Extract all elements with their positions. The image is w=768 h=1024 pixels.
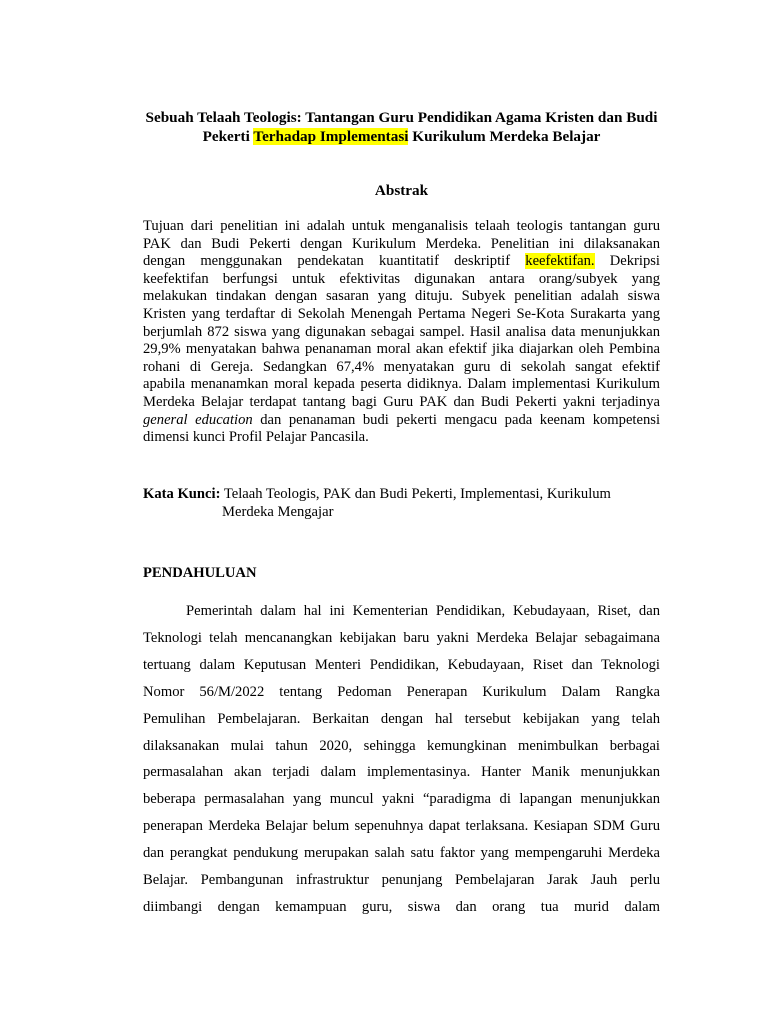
abstract-line: rohani di Gereja. Sedangkan 67,4% menyatakan guru di sekolah sangat efektif [143, 358, 660, 375]
keywords-text: Telaah Teologis, PAK dan Budi Pekerti, Implementasi, Kurikulum [220, 486, 611, 502]
intro-line: beberapa permasalahan yang muncul yakni “paradigma di lapangan menunjukkan [143, 791, 660, 808]
abstract-line: 29,9% menyatakan bahwa penanaman moral akan efektif jika diajarkan oleh Pembina [143, 341, 660, 358]
keywords-continuation: Merdeka Mengajar [222, 504, 334, 520]
title-highlight: Terhadap Implementasi [253, 128, 409, 145]
abstract-line: keefektifan berfungsi untuk efektivitas digunakan antara orang/subyek yang [143, 270, 660, 287]
abstract-line-text: dengan menggunakan pendekatan kuantitatif deskriptif [143, 253, 511, 270]
paper-title [143, 108, 660, 146]
abstract-line: Kristen yang terdaftar di Sekolah Menengah Pertama Negeri Se-Kota Surakarta yang [143, 305, 660, 322]
abstract-line: PAK dan Budi Pekerti dengan Kurikulum Merdeka. Penelitian ini dilaksanakan [143, 235, 660, 252]
section-heading: PENDAHULUAN [143, 565, 257, 581]
intro-line: Nomor 56/M/2022 tentang Pedoman Penerapan Kurikulum Dalam Rangka [143, 683, 660, 700]
abstract-line-tail: Dekripsi [594, 253, 660, 270]
intro-line: penerapan Merdeka Belajar belum sepenuhnya dapat terlaksana. Kesiapan SDM Guru [143, 818, 660, 835]
abstract-line-text: dan penanaman budi pekerti mengacu pada keenam kompetensi [260, 411, 660, 428]
intro-line: Pemulihan Pembelajaran. Berkaitan dengan hal tersebut kebijakan yang telah [143, 710, 660, 727]
intro-line: dilaksanakan mulai tahun 2020, sehingga kemungkinan menimbulkan berbagai [143, 737, 660, 754]
abstract-line: Merdeka Belajar terdapat tantang bagi Guru PAK dan Budi Pekerti yakni terjadinya [143, 393, 660, 410]
intro-line: permasalahan akan terjadi dalam implementasinya. Hanter Manik menunjukkan [143, 764, 660, 781]
abstract-line: Tujuan dari penelitian ini adalah untuk menganalisis telaah teologis tantangan guru [143, 218, 660, 234]
abstract-line: melakukan tindakan dengan sasaran yang dituju. Subyek penelitian adalah siswa [143, 288, 660, 305]
title-line-1: Sebuah Telaah Teologis: Tantangan Guru Pendidikan Agama Kristen dan Budi [145, 109, 658, 126]
abstract-line [143, 253, 660, 271]
intro-line: diimbangi dengan kemampuan guru, siswa dan orang tua murid dalam [143, 898, 660, 915]
intro-line: dan perangkat pendukung merupakan salah satu faktor yang mempengaruhi Merdeka [143, 845, 660, 862]
abstract-line: apabila menanamkan moral kepada peserta didiknya. Dalam implementasi Kurikulum [143, 376, 660, 393]
keywords-label: Kata Kunci: [143, 486, 221, 502]
abstract-heading: Abstrak [374, 182, 429, 199]
abstract-italic-term: general education [143, 411, 253, 428]
abstract-body [143, 218, 660, 447]
title-line-2-end: Kurikulum Merdeka Belajar [408, 128, 601, 145]
title-line-2-start: Pekerti [202, 128, 254, 145]
keywords-block [143, 485, 660, 521]
abstract-line: dimensi kunci Profil Pelajar Pancasila. [143, 429, 369, 446]
intro-paragraph [143, 598, 660, 921]
intro-line: tertuang dalam Keputusan Menteri Pendidikan, Kebudayaan, Riset dan Teknologi [143, 656, 660, 673]
abstract-line: berjumlah 872 siswa yang digunakan sebagai sampel. Hasil analisa data menunjukkan [143, 323, 660, 340]
intro-line: Pemerintah dalam hal ini Kementerian Pendidikan, Kebudayaan, Riset, dan [186, 603, 660, 619]
intro-line: Belajar. Pembangunan infrastruktur penunjang Pembelajaran Jarak Jauh perlu [143, 872, 660, 889]
intro-line: Teknologi telah mencanangkan kebijakan baru yakni Merdeka Belajar sebagaimana [143, 629, 660, 646]
abstract-highlight: keefektifan. [525, 253, 595, 270]
abstract-line [143, 412, 660, 430]
